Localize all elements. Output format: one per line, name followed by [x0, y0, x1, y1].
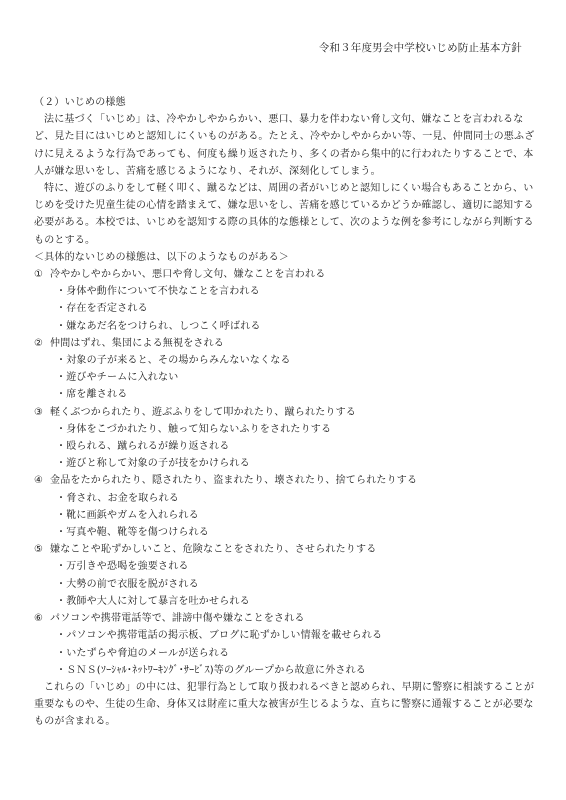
- category-item: ・脅され、お金を取られる: [56, 492, 179, 504]
- paragraph-1: [34, 111, 534, 180]
- category-item: ・殴られる、蹴られるが繰り返される: [56, 441, 230, 453]
- category-item: ・靴に画鋲やガムを入れられる: [56, 509, 199, 521]
- category-number: ③: [34, 406, 44, 418]
- paragraph-line: ものが含まれる。: [34, 716, 116, 728]
- category-title: 冷やかしやからかい、悪口や脅し文句、嫌なことを言われる: [50, 269, 326, 281]
- category-number: ⑤: [34, 544, 44, 556]
- category-2: [34, 335, 534, 404]
- category-number: ①: [34, 269, 44, 281]
- category-6: [34, 610, 534, 679]
- paragraph-line: ど、見た目にはいじめと認知しにくいものがある。たとえ、冷やかしやからかい等、一見、仲間同士の悪ふざ: [34, 131, 535, 143]
- category-item: ・席を離される: [56, 389, 128, 401]
- category-item: ・身体をこづかれたり、触って知らないふりをされたりする: [56, 423, 332, 435]
- category-4: [34, 472, 534, 541]
- category-item: ・対象の子が来ると、その場からみんないなくなる: [56, 355, 291, 367]
- category-item: ・遊びと称して対象の子が技をかけられる: [56, 458, 250, 470]
- paragraph-2: [34, 180, 534, 249]
- category-number: ②: [34, 337, 44, 349]
- document-header: 令和３年度男会中学校いじめ防止基本方針: [318, 42, 522, 54]
- category-item: ・いたずらや脅迫のメールが送られる: [56, 647, 230, 659]
- category-item: ・大勢の前で衣服を脱がされる: [56, 578, 199, 590]
- paragraph-line: 必要がある。本校では、いじめを認知する際の具体的な態様として、次のような例を参考にしながら判断する: [34, 217, 534, 229]
- paragraph-line: 人が嫌な思いをし、苦痛を感じるようになり、それが、深刻化してしまう。: [34, 165, 381, 177]
- paragraph-line: 重要なものや、生徒の生命、身体又は財産に重大な被害が生じるような、直ちに警察に通報することが必要な: [34, 699, 534, 711]
- examples-heading: ＜具体的ないじめの様態は、以下のようなものがある＞: [34, 251, 289, 263]
- paragraph-line: ものとする。: [34, 234, 96, 246]
- category-item: ・写真や鞄、靴等を傷つけられる: [56, 527, 209, 539]
- paragraph-line: けに見えるような行為であっても、何度も繰り返されたり、多くの者から集中的に行われたりすることで、本: [34, 148, 534, 160]
- section-title: （２）いじめの様態: [34, 97, 126, 108]
- category-item: ・存在を否定される: [56, 303, 148, 315]
- category-number: ⑥: [34, 613, 44, 625]
- category-item: ・パソコンや携帯電話の掲示板、ブログに恥ずかしい情報を載せられる: [56, 630, 383, 642]
- category-title: 金品をたかられたり、隠されたり、盗まれたり、壊されたり、捨てられたりする: [50, 475, 418, 487]
- document-body: [34, 94, 534, 731]
- category-title: 仲間はずれ、集団による無視をされる: [50, 337, 224, 349]
- category-title: パソコンや携帯電話等で、誹謗中傷や嫌なことをされる: [50, 613, 305, 625]
- category-title: 軽くぶつかられたり、遊ぶふりをして叩かれたり、蹴られたりする: [50, 406, 356, 418]
- category-1: [34, 266, 534, 335]
- paragraph-line: これらの「いじめ」の中には、犯罪行為として取り扱われるべきと認められ、早期に警察に相談することが: [44, 681, 535, 693]
- category-item: ・嫌なあだ名をつけられ、しつこく呼ばれる: [56, 320, 261, 332]
- category-item: ・遊びやチームに入れない: [56, 372, 179, 384]
- category-number: ④: [34, 475, 44, 487]
- paragraph-line: じめを受けた児童生徒の心情を踏まえて、嫌な思いをし、苦痛を感じているかどうか確認し、適切に認知する: [34, 200, 534, 212]
- category-item: ・ＳＮＳ(ｿｰｼｬﾙ･ﾈｯﾄﾜｰｷﾝｸﾞ･ｻｰﾋﾞｽ)等のグループから故意に外される: [56, 664, 367, 676]
- category-3: [34, 404, 534, 473]
- category-title: 嫌なことや恥ずかしいこと、危険なことをされたり、させられたりする: [50, 544, 377, 556]
- category-item: ・万引きや恐喝を強要される: [56, 561, 189, 573]
- category-5: [34, 541, 534, 610]
- paragraph-line: 特に、遊びのふりをして軽く叩く、蹴るなどは、周囲の者がいじめと認知しにくい場合もあることから、い: [44, 183, 534, 195]
- closing-paragraph: [34, 679, 534, 731]
- paragraph-line: 法に基づく「いじめ」は、冷やかしやからかい、悪口、暴力を伴わない脅し文句、嫌なことを言われるな: [44, 114, 524, 126]
- category-item: ・教師や大人に対して暴言を吐かせられる: [56, 595, 250, 607]
- category-item: ・身体や動作について不快なことを言われる: [56, 286, 260, 298]
